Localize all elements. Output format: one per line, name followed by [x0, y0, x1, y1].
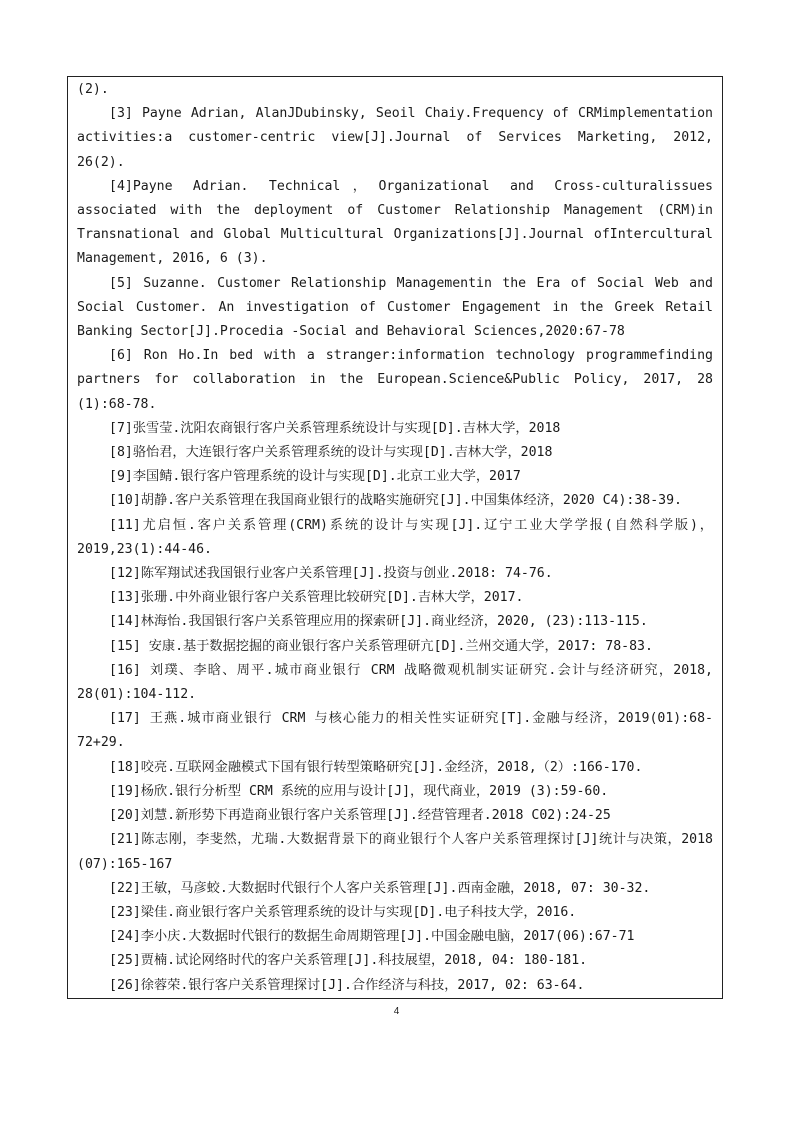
reference-entry: [12]陈军翔试述我国银行业客户关系管理[J].投资与创业.2018: 74-76. [109, 566, 553, 582]
reference-entry: [6] Ron Ho.In bed with a stranger:information technology programmefinding partners for collaboration in the European.Science&Public Policy, 2017, 28 (1):68-78. [77, 348, 713, 412]
reference-entry: [20]刘慧.新形势下再造商业银行客户关系管理[J].经营管理者.2018 C02):24-25 [109, 808, 611, 824]
reference-entry: [10]胡静.客户关系管理在我国商业银行的战略实施研究[J].中国集体经济，2020 C4):38-39. [109, 493, 682, 509]
reference-entry: [17] 王燕.城市商业银行 CRM 与核心能力的相关性实证研究[T].金融与经济，2019(01):68-72+29. [77, 711, 713, 751]
reference-entry: [18]咬亮.互联网金融模式下国有银行转型策略研究[J].金经济，2018,（2）:166-170. [109, 759, 643, 775]
page-frame [67, 76, 723, 999]
page-number: 4 [393, 1006, 400, 1017]
reference-entry: [21]陈志刚，李斐然，尤瑞.大数据背景下的商业银行个人客户关系管理探讨[J]统计与决策，2018 (07):165-167 [77, 832, 713, 872]
reference-entry: [23]梁佳.商业银行客户关系管理系统的设计与实现[D].电子科技大学，2016. [109, 904, 577, 920]
reference-entry: [14]林海怡.我国银行客户关系管理应用的探索研[J].商业经济，2020, (23):113-115. [109, 614, 648, 630]
reference-entry: [24]李小庆.大数据时代银行的数据生命周期管理[J].中国金融电脑，2017(06):67-71 [109, 929, 635, 945]
reference-entry: [25]贾楠.试论网络时代的客户关系管理[J].科技展望，2018, 04: 180-181. [109, 953, 588, 969]
reference-entry: [11]尤启恒.客户关系管理(CRM)系统的设计与实现[J].辽宁工业大学学报(自然科学版)，2019,23(1):44-46. [77, 517, 713, 557]
reference-entry: [15] 安康.基于数据挖掘的商业银行客户关系管理研亢[D].兰州交通大学，2017: 78-83. [109, 638, 653, 654]
reference-entry: [4]Payne Adrian. Technical，Organizational and Cross-culturalissues associated with the deployment of Customer Relationship Management (CRM)in Transnational and Global Multicultural Organizations[J].Journal ofIntercultural Management, 2016, 6 (3). [77, 178, 713, 267]
reference-entry: [26]徐蓉荣.银行客户关系管理探讨[J].合作经济与科技，2017, 02: 63-64. [109, 977, 585, 993]
reference-entry: [22]王敏，马彦蛟.大数据时代银行个人客户关系管理[J].西南金融，2018, 07: 30-32. [109, 880, 651, 896]
reference-entry: [7]张雪莹.沈阳农商银行客户关系管理系统设计与实现[D].吉林大学，2018 [109, 420, 561, 436]
reference-entry: [9]李国鲭.银行客户管理系统的设计与实现[D].北京工业大学，2017 [109, 469, 521, 485]
reference-entry: (2). [77, 82, 109, 97]
reference-entry: [3] Payne Adrian, AlanJDubinsky, Seoil Chaiy.Frequency of CRMimplementation activities:a customer-centric view[J].Journal of Services Marketing, 2012, 26(2). [77, 106, 713, 170]
reference-entry: [5] Suzanne. Customer Relationship Managementin the Era of Social Web and Social Customer. An investigation of Customer Engagement in the Greek Retail Banking Sector[J].Procedia -Social and Behavioral Sciences,2020:67-78 [77, 275, 713, 340]
reference-entry: [8]骆怡君，大连银行客户关系管理系统的设计与实现[D].吉林大学，2018 [109, 445, 553, 461]
reference-entry: [13]张珊.中外商业银行客户关系管理比较研究[D].吉林大学，2017. [109, 590, 524, 606]
reference-list [77, 78, 713, 998]
reference-entry: [16] 刘璞、李晗、周平.城市商业银行 CRM 战略微观机制实证研究.会计与经济研究，2018, 28(01):104-112. [77, 662, 713, 703]
reference-entry: [19]杨欣.银行分析型 CRM 系统的应用与设计[J]，现代商业，2019 (3):59-60. [109, 783, 609, 799]
